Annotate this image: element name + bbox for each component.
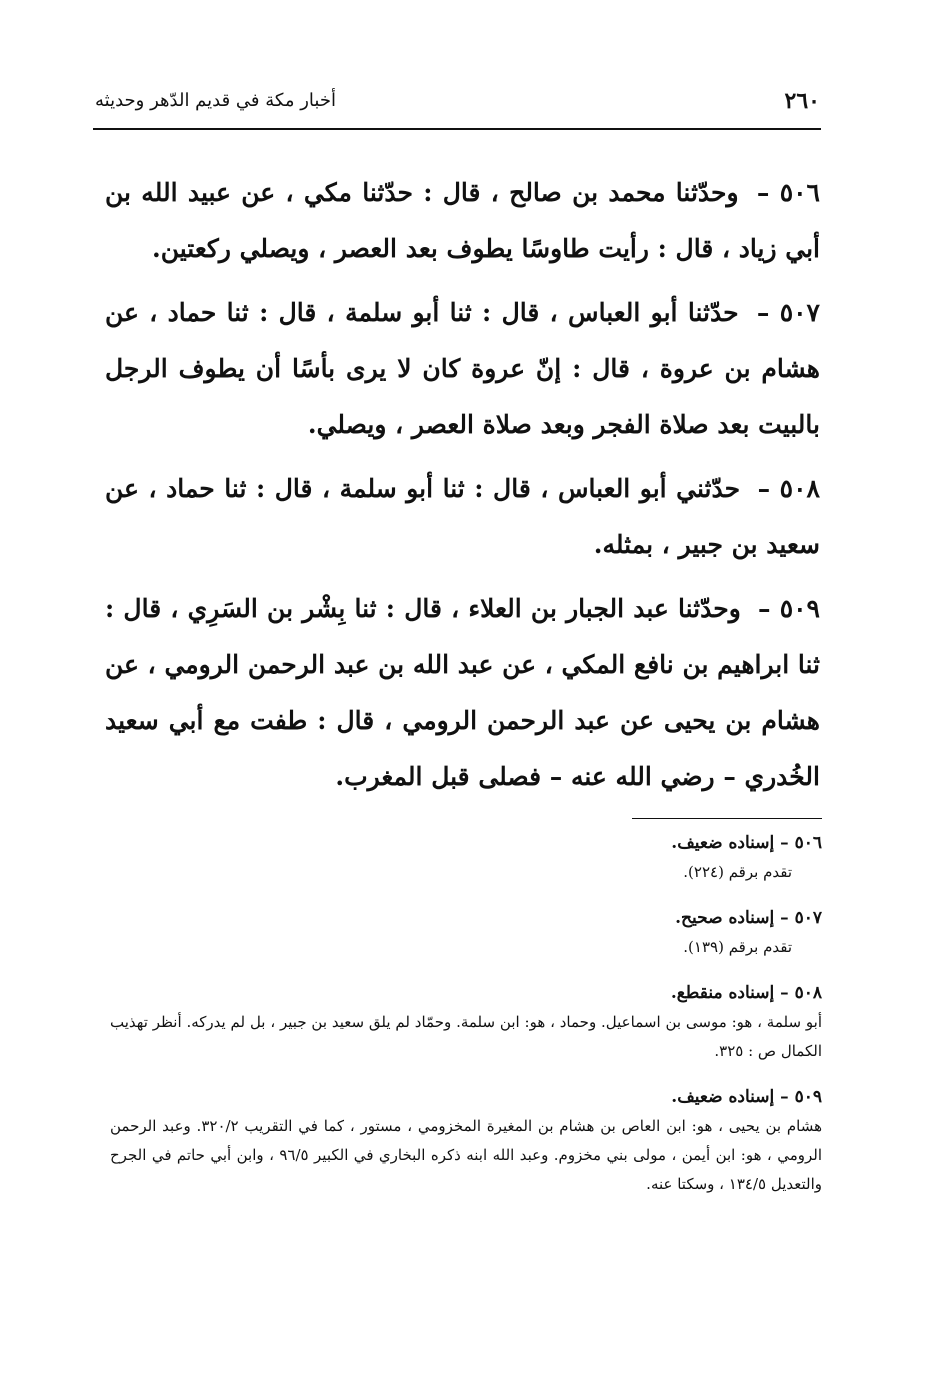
footnote-grade: إسناده منقطع. <box>670 983 775 1003</box>
footnote-506 <box>110 828 822 887</box>
footnote-note: تقدم برقم (١٣٩). <box>683 938 792 956</box>
footnote-509 <box>110 1082 822 1199</box>
footnote-number: ٥٠٧ – <box>780 908 822 928</box>
footnote-heading <box>110 1082 822 1112</box>
narration-508 <box>105 461 820 573</box>
narration-number: ٥٠٩ – <box>757 594 820 623</box>
narration-text: وحدّثنا محمد بن صالح ، قال : حدّثنا مكي ، عن عبيد الله بن أبي زياد ، قال : رأيت طاوسًا يطوف بعد العصر ، ويصلي ركعتين. <box>105 178 820 263</box>
narration-number: ٥٠٦ – <box>756 178 820 207</box>
page-number: ٢٦٠ <box>784 88 820 114</box>
footnote-grade: إسناده صحيح. <box>675 908 775 928</box>
main-text <box>105 165 820 813</box>
header-divider <box>93 128 821 130</box>
footnote-grade: إسناده ضعيف. <box>671 833 775 853</box>
footnote-heading <box>110 978 822 1008</box>
narration-509 <box>105 581 820 805</box>
narration-text: حدّثنا أبو العباس ، قال : ثنا أبو سلمة ، قال : ثنا حماد ، عن هشام بن عروة ، قال : إنّ عروة كان لا يرى بأسًا أن يطوف الرجل بالبيت بعد صلاة الفجر وبعد صلاة العصر ، ويصلي. <box>105 298 820 439</box>
footnote-note: أبو سلمة ، هو: موسى بن اسماعيل. وحماد ، هو: ابن سلمة. وحمّاد لم يلق سعيد بن جبير ، بل لم يدركه. أنظر تهذيب الكمال ص : ٣٢٥. <box>110 1013 822 1060</box>
narration-text: حدّثني أبو العباس ، قال : ثنا أبو سلمة ، قال : ثنا حماد ، عن سعيد بن جبير ، بمثله. <box>105 474 820 559</box>
narration-507 <box>105 285 820 453</box>
footnote-507 <box>110 903 822 962</box>
narration-text: وحدّثنا عبد الجبار بن العلاء ، قال : ثنا بِشْر بن السَرِي ، قال : ثنا ابراهيم بن نافع المكي ، عن عبد الله بن عبد الرحمن الرومي ، عن هشام بن يحيى عن عبد الرحمن الرومي ، قال : طفت مع أبي سعيد الخُدري – رضي الله عنه – فصلى قبل المغرب. <box>105 594 821 791</box>
footnote-508 <box>110 978 822 1066</box>
narration-506 <box>105 165 820 277</box>
footnote-divider <box>632 818 822 819</box>
footnote-heading <box>110 903 822 933</box>
narration-number: ٥٠٧ – <box>756 298 820 327</box>
footnotes <box>110 828 822 1215</box>
running-title: أخبار مكة في قديم الدّهر وحديثه <box>95 90 336 111</box>
footnote-number: ٥٠٨ – <box>780 983 822 1003</box>
footnote-number: ٥٠٩ – <box>780 1087 822 1107</box>
footnote-grade: إسناده ضعيف. <box>671 1087 775 1107</box>
footnote-number: ٥٠٦ – <box>780 833 822 853</box>
page-header <box>95 88 820 120</box>
footnote-heading <box>110 828 822 858</box>
footnote-note: هشام بن يحيى ، هو: ابن العاص بن هشام بن المغيرة المخزومي ، مستور ، كما في التقريب ٣٢٠/٢. وعبد الرحمن الرومي ، هو: ابن أيمن ، مولى بني مخزوم. وعبد الله ابنه ذكره البخاري في الكبير ٩٦/٥ ، وابن أبي حاتم في الجرح والتعديل ١٣٤/٥ ، وسكتا عنه. <box>110 1117 822 1193</box>
footnote-note: تقدم برقم (٢٢٤). <box>683 863 792 881</box>
narration-number: ٥٠٨ – <box>757 474 820 503</box>
